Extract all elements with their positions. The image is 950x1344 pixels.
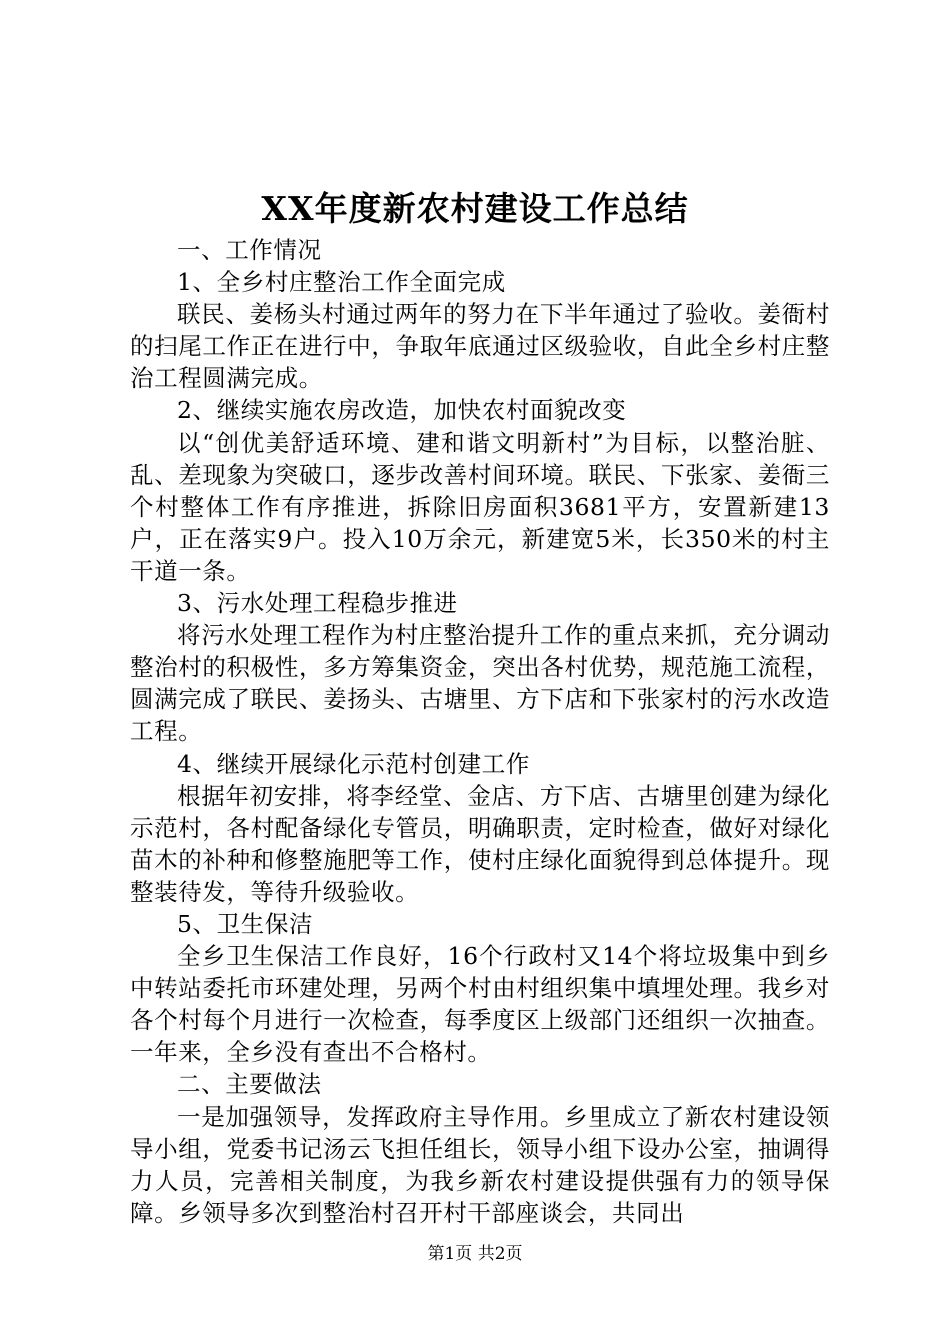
body-paragraph: 联民、姜杨头村通过两年的努力在下半年通过了验收。姜衙村的扫尾工作正在进行中，争取年底通过区级验收，自此全乡村庄整治工程圆满完成。 bbox=[130, 300, 830, 393]
body-paragraph: 以“创优美舒适环境、建和谐文明新村”为目标，以整治脏、乱、差现象为突破口，逐步改善村间环境。联民、下张家、姜衙三个村整体工作有序推进，拆除旧房面积3681平方，安置新建13户，正在落实9户。投入10万余元，新建宽5米，长350米的村主干道一条。 bbox=[130, 428, 830, 585]
subsection-heading: 1、全乡村庄整治工作全面完成 bbox=[177, 268, 506, 297]
page-footer: 第1页 共2页 bbox=[427, 1244, 523, 1264]
subsection-heading: 3、污水处理工程稳步推进 bbox=[177, 589, 458, 618]
body-paragraph: 根据年初安排，将李经堂、金店、方下店、古塘里创建为绿化示范村，各村配备绿化专管员，明确职责，定时检查，做好对绿化苗木的补种和修整施肥等工作，使村庄绿化面貌得到总体提升。现整装待发，等待升级验收。 bbox=[130, 781, 830, 906]
body-paragraph: 一是加强领导，发挥政府主导作用。乡里成立了新农村建设领导小组，党委书记汤云飞担任组长，领导小组下设办公室，抽调得力人员，完善相关制度，为我乡新农村建设提供强有力的领导保障。乡领导多次到整治村召开村干部座谈会，共同出 bbox=[130, 1102, 830, 1227]
body-paragraph: 全乡卫生保洁工作良好，16个行政村又14个将垃圾集中到乡中转站委托市环建处理，另两个村由村组织集中填埋处理。我乡对各个村每个月进行一次检查，每季度区上级部门还组织一次抽查。一年来，全乡没有查出不合格村。 bbox=[130, 942, 830, 1067]
subsection-heading: 5、卫生保洁 bbox=[177, 909, 314, 938]
section-heading: 一、工作情况 bbox=[177, 236, 322, 264]
section-heading: 二、主要做法 bbox=[177, 1070, 322, 1099]
subsection-heading: 2、继续实施农房改造，加快农村面貌改变 bbox=[177, 396, 627, 425]
document-title: XX年度新农村建设工作总结 bbox=[261, 189, 689, 228]
subsection-heading: 4、继续开展绿化示范村创建工作 bbox=[177, 749, 530, 778]
body-paragraph: 将污水处理工程作为村庄整治提升工作的重点来抓，充分调动整治村的积极性，多方筹集资金，突出各村优势，规范施工流程，圆满完成了联民、姜扬头、古塘里、方下店和下张家村的污水改造工程。 bbox=[130, 621, 830, 746]
document-body bbox=[130, 234, 830, 1229]
